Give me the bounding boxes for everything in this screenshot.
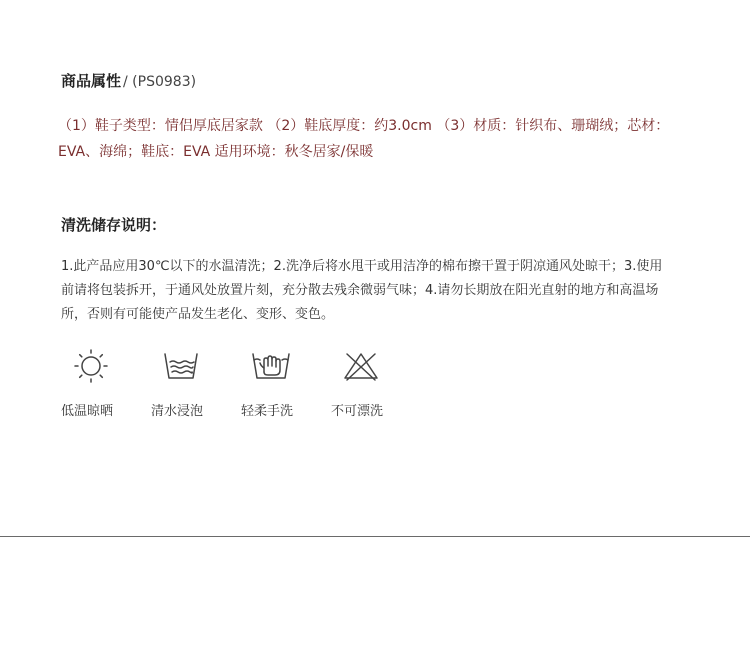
care-icon-item (56, 348, 126, 419)
care-instructions-text (61, 255, 701, 327)
sun-icon (71, 348, 111, 384)
product-attributes-title: 商品属性 (61, 72, 122, 90)
product-code: / (PS0983) (123, 74, 197, 90)
care-icon-item (146, 348, 216, 419)
care-icon-item (326, 348, 396, 419)
care-line-1: 1.此产品应用30℃以下的水温清洗；2.洗净后将水甩干或用洁净的棉布擦干置于阴凉通风处晾干；3.使用 (61, 259, 663, 274)
care-icon-label: 低温晾晒 (61, 404, 114, 419)
attributes-line-1: （1）鞋子类型：情侣厚底居家款 （2）鞋底厚度：约3.0cm （3）材质：针织布、珊瑚绒；芯材： (58, 118, 670, 134)
care-line-2: 前请将包装拆开，于通风处放置片刻，充分散去残余微弱气味；4.请勿长期放在阳光直射的地方和高温场 (61, 283, 659, 298)
care-icon-label: 不可漂洗 (331, 404, 384, 419)
product-attributes-heading (61, 70, 196, 91)
no-bleach-icon (340, 348, 382, 384)
attributes-line-2: EVA、海绵；鞋底：EVA 适用环境：秋冬居家/保暖 (58, 144, 374, 160)
care-line-3: 所，否则有可能使产品发生老化、变形、变色。 (61, 307, 335, 322)
section-divider (0, 536, 750, 537)
hand-wash-icon (249, 348, 293, 384)
care-icon-item (236, 348, 306, 419)
care-instructions-title: 清洗储存说明： (61, 216, 167, 234)
care-icon-label: 轻柔手洗 (241, 404, 294, 419)
water-basin-icon (161, 348, 201, 384)
care-icon-label: 清水浸泡 (151, 404, 204, 419)
product-attributes-text (58, 113, 708, 165)
